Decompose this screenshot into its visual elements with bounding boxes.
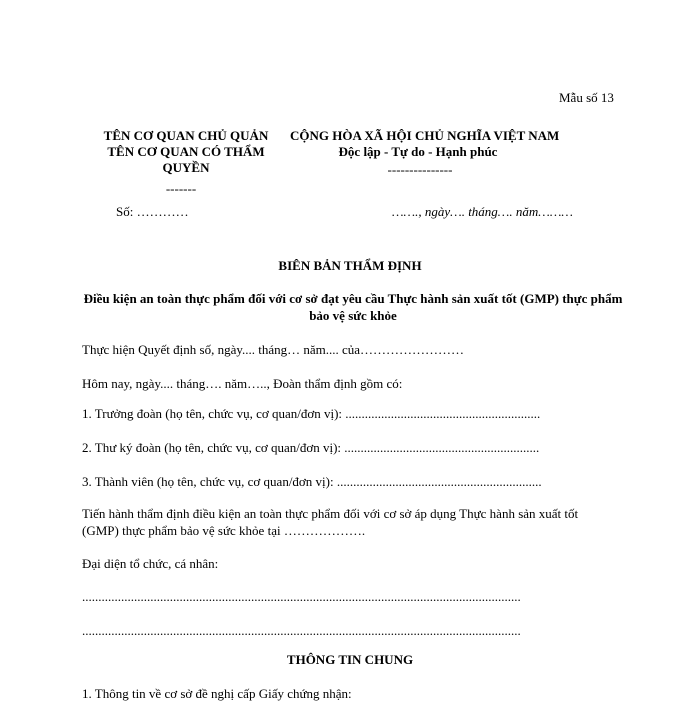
section-title: THÔNG TIN CHUNG [286, 652, 414, 667]
form-number: Mẫu số 13 [559, 90, 614, 105]
decision-line: Thực hiện Quyết định số, ngày.... tháng… năm.... của…………………… [82, 342, 465, 357]
document-title: BIÊN BẢN THẨM ĐỊNH [278, 258, 422, 273]
secretary-line: 2. Thư ký đoàn (họ tên, chức vụ, cơ quan/đơn vị): ............................................................ [82, 440, 540, 455]
document-number: Số: ………… [116, 204, 189, 219]
fill-in-line: ....................................................................................................................................... [82, 623, 521, 638]
conduct-paragraph: Tiến hành thẩm định điều kiện an toàn thực phẩm đối với cơ sở áp dụng Thực hành sản xuất tốt (GMP) thực phẩm bảo vệ sức khỏe tại ………………. [82, 506, 579, 538]
section-item: 1. Thông tin về cơ sở đề nghị cấp Giấy chứng nhận: [82, 686, 352, 701]
national-separator: --------------- [387, 162, 453, 177]
parent-agency-name: TÊN CƠ QUAN CHỦ QUẢN [103, 128, 269, 143]
place-date-line: ……., ngày…. tháng…. năm……… [392, 204, 573, 219]
national-motto: Độc lập - Tự do - Hạnh phúc [338, 144, 498, 159]
authority-agency-name: TÊN CƠ QUAN CÓ THẨM QUYỀN [107, 144, 265, 175]
today-line: Hôm nay, ngày.... tháng…. năm….., Đoàn thẩm định gồm có: [82, 376, 403, 391]
team-leader-line: 1. Trưởng đoàn (họ tên, chức vụ, cơ quan/đơn vị): ............................................................ [82, 406, 541, 421]
agency-separator: ------- [165, 181, 197, 196]
national-title: CỘNG HÒA XÃ HỘI CHỦ NGHĨA VIỆT NAM [290, 128, 560, 143]
national-header [290, 128, 560, 160]
member-line: 3. Thành viên (họ tên, chức vụ, cơ quan/đơn vị): ............................................................... [82, 474, 542, 489]
representative-line: Đại diện tổ chức, cá nhân: [82, 556, 219, 571]
fill-in-line: ....................................................................................................................................... [82, 589, 521, 604]
agency-header [92, 128, 280, 176]
document-subtitle: Điều kiện an toàn thực phẩm đối với cơ sở đạt yêu cầu Thực hành sản xuất tốt (GMP) thực phẩm bảo vệ sức khỏe [83, 291, 623, 323]
